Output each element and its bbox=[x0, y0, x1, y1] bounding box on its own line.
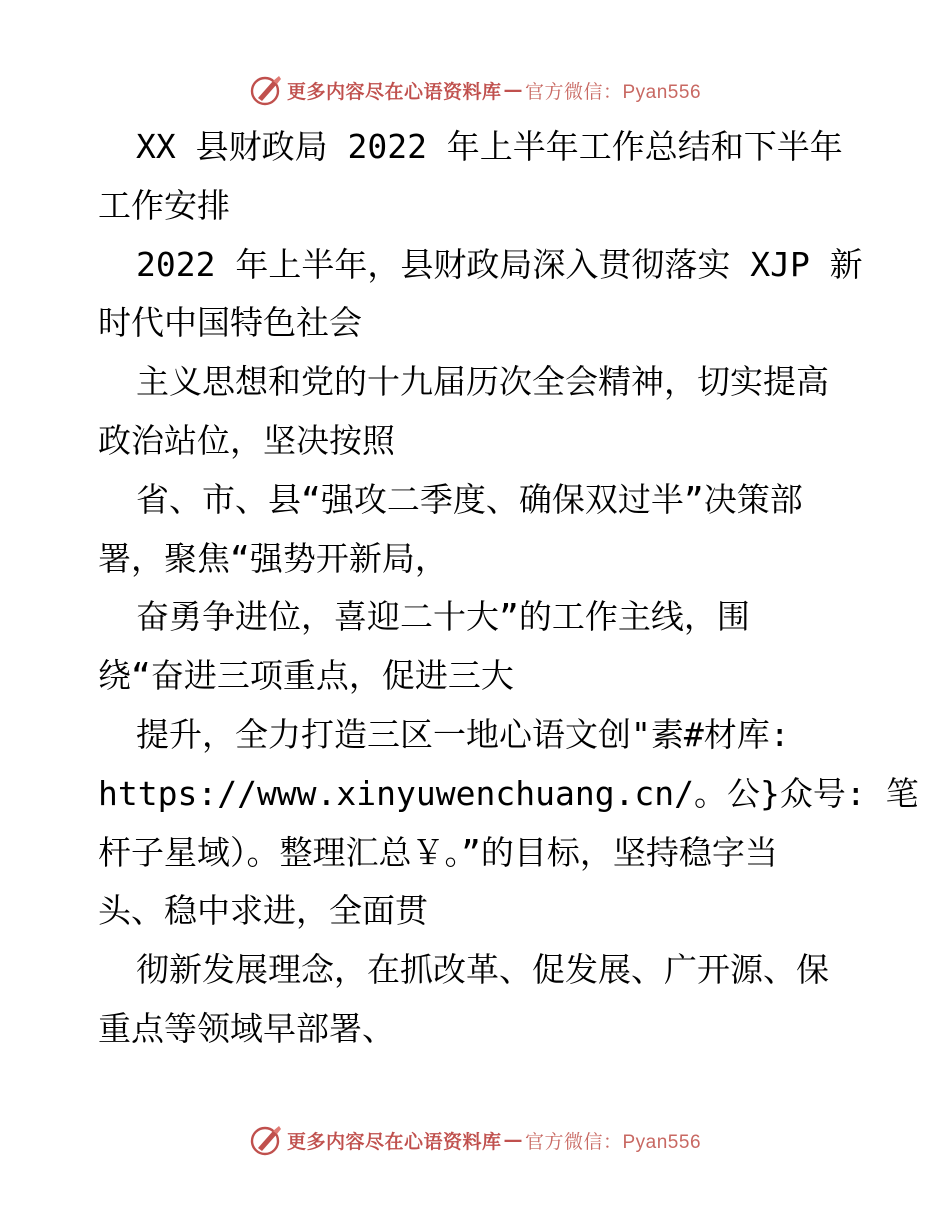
paragraph-line: 政治站位，坚决按照 bbox=[98, 420, 395, 460]
watermark-contact: 官方微信：Pyan556 bbox=[525, 1131, 702, 1153]
paragraph-line: 时代中国特色社会 bbox=[98, 303, 362, 343]
watermark-separator: — bbox=[503, 79, 523, 101]
paragraph-line: 头、稳中求进，全面贯 bbox=[98, 891, 428, 931]
footer-watermark bbox=[0, 1120, 950, 1160]
title-line-2: 工作安排 bbox=[98, 185, 230, 225]
document-body bbox=[98, 118, 919, 1059]
watermark-text: 更多内容尽在心语资料库 bbox=[286, 1130, 502, 1153]
paragraph-line: 2022 年上半年，县财政局深入贯彻落实 XJP 新 bbox=[136, 244, 863, 284]
watermark-text: 更多内容尽在心语资料库 bbox=[286, 80, 502, 103]
paragraph-line: 奋勇争进位，喜迎二十大”的工作主线，围 bbox=[136, 597, 750, 637]
title-line-1: XX 县财政局 2022 年上半年工作总结和下半年 bbox=[136, 127, 843, 166]
pen-seal-logo-icon bbox=[249, 73, 283, 107]
paragraph-line: 重点等领域早部署、 bbox=[98, 1008, 395, 1048]
paragraph-line: https://www.xinyuwenchuang.cn/。公}众号: 笔 bbox=[98, 773, 919, 813]
pen-seal-logo-icon bbox=[249, 1123, 283, 1157]
paragraph-line: 杆子星域）。整理汇总￥。”的目标，坚持稳字当 bbox=[98, 832, 778, 872]
paragraph-line: 提升，全力打造三区一地心语文创"素#材库: bbox=[136, 714, 790, 754]
paragraph-line: 省、市、县“强攻二季度、确保双过半”决策部 bbox=[136, 479, 803, 519]
paragraph-line: 彻新发展理念，在抓改革、促发展、广开源、保 bbox=[136, 950, 829, 990]
paragraph-line: 署，聚焦“强势开新局， bbox=[98, 538, 448, 578]
watermark-contact: 官方微信：Pyan556 bbox=[525, 81, 702, 103]
paragraph-line: 绕“奋进三项重点，促进三大 bbox=[98, 656, 514, 696]
header-watermark bbox=[0, 70, 950, 110]
paragraph-line: 主义思想和党的十九届历次全会精神，切实提高 bbox=[136, 362, 829, 402]
watermark-separator: — bbox=[503, 1129, 523, 1151]
